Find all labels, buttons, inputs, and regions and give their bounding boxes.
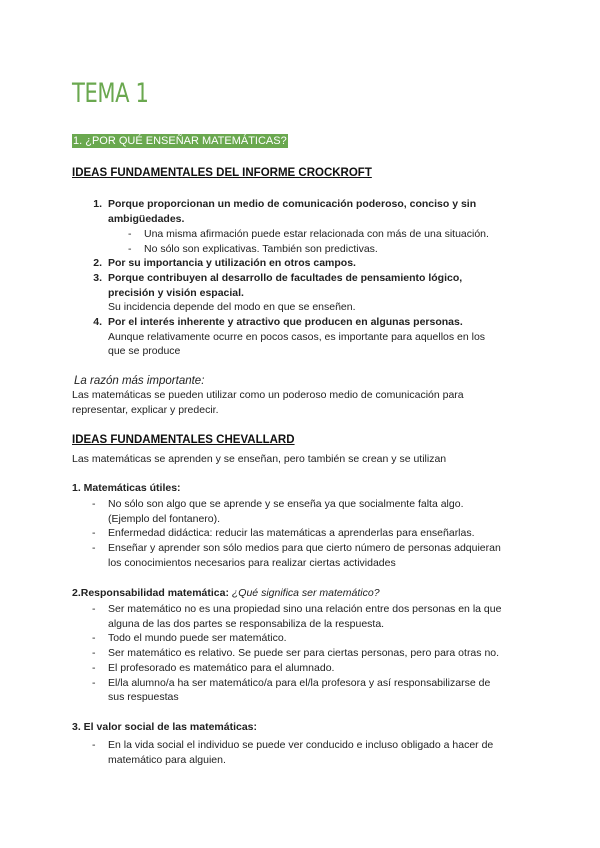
list-item: Porque proporcionan un medio de comunicación poderoso, conciso y sin xyxy=(108,198,477,210)
dash-bullet: - xyxy=(92,739,96,751)
list-item-cont: alguna de las dos partes se responsabiliza de la respuesta. xyxy=(108,618,385,630)
list-item: Porque contribuyen al desarrollo de facultades de pensamiento lógico, xyxy=(108,272,463,284)
subsection-question: ¿Qué significa ser matemático? xyxy=(231,587,380,599)
dash-bullet: - xyxy=(92,603,96,615)
list-item-cont: sus respuestas xyxy=(108,691,179,703)
subsection-heading xyxy=(72,586,380,601)
list-item: No sólo son algo que se aprende y se enseña ya que socialmente falta algo. xyxy=(108,498,464,510)
dash-bullet: - xyxy=(92,498,96,510)
list-item: En la vida social el individuo se puede ver conducido e incluso obligado a hacer de xyxy=(108,739,494,751)
dash-bullet: - xyxy=(92,527,96,539)
sub-item: No sólo son explicativas. También son predictivas. xyxy=(144,243,378,255)
razon-text: representar, explicar y predecir. xyxy=(72,404,219,416)
list-item: Ser matemático es relativo. Se puede ser para ciertas personas, pero para otras no. xyxy=(108,647,500,659)
razon-heading: La razón más importante: xyxy=(74,375,205,387)
dash-bullet: - xyxy=(92,632,96,644)
dash-bullet: - xyxy=(128,228,132,240)
list-item: El profesorado es matemático para el alumnado. xyxy=(108,662,335,674)
list-number: 2. xyxy=(93,257,102,269)
chevallard-intro: Las matemáticas se aprenden y se enseñan, pero también se crean y se utilizan xyxy=(72,453,447,465)
list-item-cont: precisión y visión espacial. xyxy=(108,287,244,299)
subsection-heading: 3. El valor social de las matemáticas: xyxy=(72,721,258,733)
list-item: Enfermedad didáctica: reducir las matemáticas a aprenderlas para enseñarlas. xyxy=(108,527,475,539)
list-item-cont: matemático para alguien. xyxy=(108,754,226,766)
list-item-cont: ambigüedades. xyxy=(108,213,185,225)
dash-bullet: - xyxy=(92,542,96,554)
list-item: El/la alumno/a ha ser matemático/a para el/la profesora y así responsabilizarse de xyxy=(108,677,491,689)
list-item-cont: los conocimientos necesarios para realizar ciertas actividades xyxy=(108,557,396,569)
list-item: Enseñar y aprender son sólo medios para que cierto número de personas adquieran xyxy=(108,542,501,554)
subsection-title: 2.Responsabilidad matemática: xyxy=(72,587,229,599)
list-number: 1. xyxy=(93,198,102,210)
list-item: Por su importancia y utilización en otros campos. xyxy=(108,257,356,269)
dash-bullet: - xyxy=(92,677,96,689)
list-item: Todo el mundo puede ser matemático. xyxy=(108,632,287,644)
dash-bullet: - xyxy=(92,662,96,674)
list-item-cont: (Ejemplo del fontanero). xyxy=(108,513,221,525)
item-note: que se produce xyxy=(108,345,181,357)
chevallard-heading: IDEAS FUNDAMENTALES CHEVALLARD xyxy=(72,434,295,446)
item-note: Su incidencia depende del modo en que se enseñen. xyxy=(108,301,356,313)
list-number: 4. xyxy=(93,316,102,328)
list-item: Por el interés inherente y atractivo que producen en algunas personas. xyxy=(108,316,463,328)
crockroft-heading: IDEAS FUNDAMENTALES DEL INFORME CROCKROFT xyxy=(72,167,372,179)
subsection-heading: 1. Matemáticas útiles: xyxy=(72,482,181,494)
razon-text: Las matemáticas se pueden utilizar como un poderoso medio de comunicación para xyxy=(72,389,464,401)
dash-bullet: - xyxy=(128,243,132,255)
page-title: TEMA 1 xyxy=(72,78,149,109)
dash-bullet: - xyxy=(92,647,96,659)
sub-item: Una misma afirmación puede estar relacionada con más de una situación. xyxy=(144,228,489,240)
list-item: Ser matemático no es una propiedad sino una relación entre dos personas en la que xyxy=(108,603,502,615)
item-note: Aunque relativamente ocurre en pocos casos, es importante para aquellos en los xyxy=(108,331,486,343)
list-number: 3. xyxy=(93,272,102,284)
section-heading: 1. ¿POR QUÉ ENSEÑAR MATEMÁTICAS? xyxy=(73,135,287,147)
